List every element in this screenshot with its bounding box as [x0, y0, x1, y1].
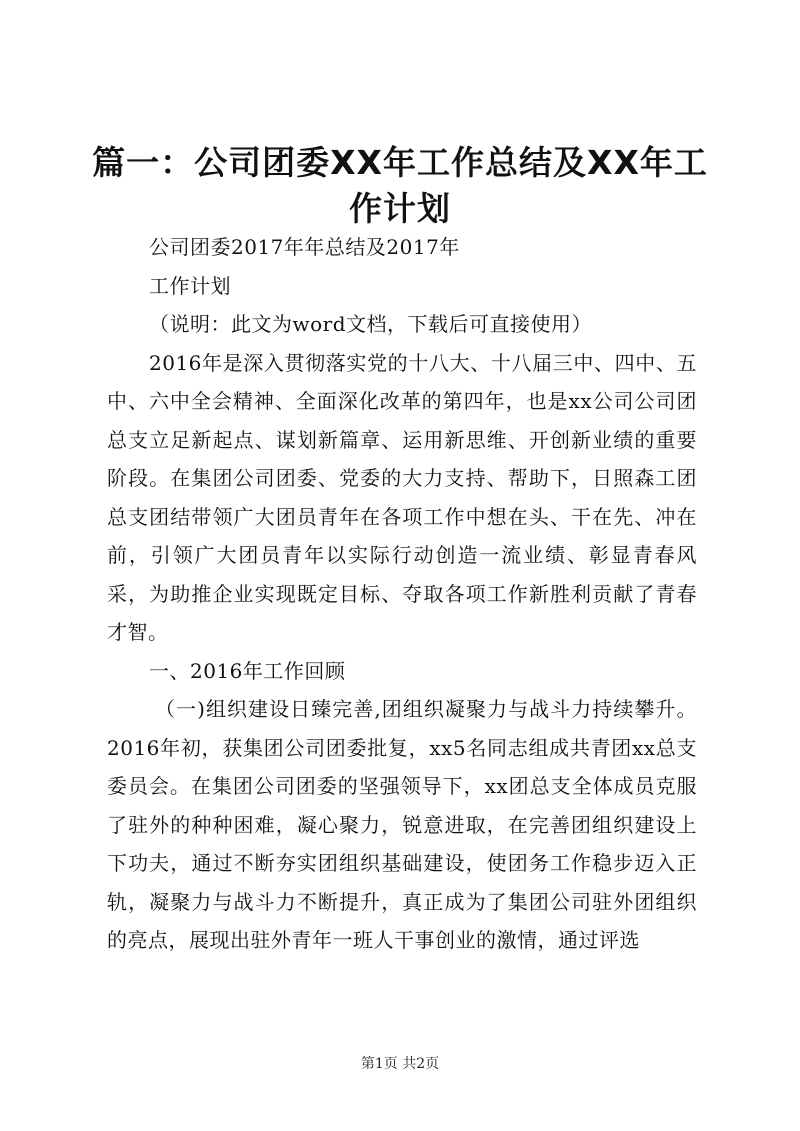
- document-title: 篇一：公司团委XX年工作总结及XX年工作计划: [92, 143, 708, 228]
- intro-paragraph: 2016年是深入贯彻落实党的十八大、十八届三中、四中、五中、六中全会精神、全面深化改革的第四年，也是xx公司公司团总支立足新起点、谋划新篇章、运用新思维、开创新业绩的重要阶段。在集团公司团委、党委的大力支持、帮助下，日照森工团总支团结带领广大团员青年在各项工作中想在头、干在先、冲在前，引领广大团员青年以实际行动创造一流业绩、彰显青春风采，为助推企业实现既定目标、夺取各项工作新胜利贡献了青春才智。: [107, 350, 697, 644]
- document-body: [107, 228, 697, 960]
- usage-note: （说明：此文为word文档，下载后可直接使用）: [149, 312, 593, 336]
- subtitle-line-2: 工作计划: [149, 273, 231, 298]
- section-heading: 一、2016年工作回顾: [149, 658, 346, 683]
- subtitle-line-1: 公司团委2017年年总结及2017年: [149, 235, 460, 259]
- section-paragraph: （一)组织建设日臻完善,团组织凝聚力与战斗力持续攀升。2016年初，获集团公司团委批复，xx5名同志组成共青团xx总支委员会。在集团公司团委的坚强领导下，xx团总支全体成员克服了驻外的种种困难，凝心聚力，锐意进取，在完善团组织建设上下功夫，通过不断夯实团组织基础建设，使团务工作稳步迈入正轨，凝聚力与战斗力不断提升，真正成为了集团公司驻外团组织的亮点，展现出驻外青年一班人干事创业的激情，通过评选: [107, 697, 697, 952]
- page-number-footer: 第1页 共2页: [360, 1056, 440, 1072]
